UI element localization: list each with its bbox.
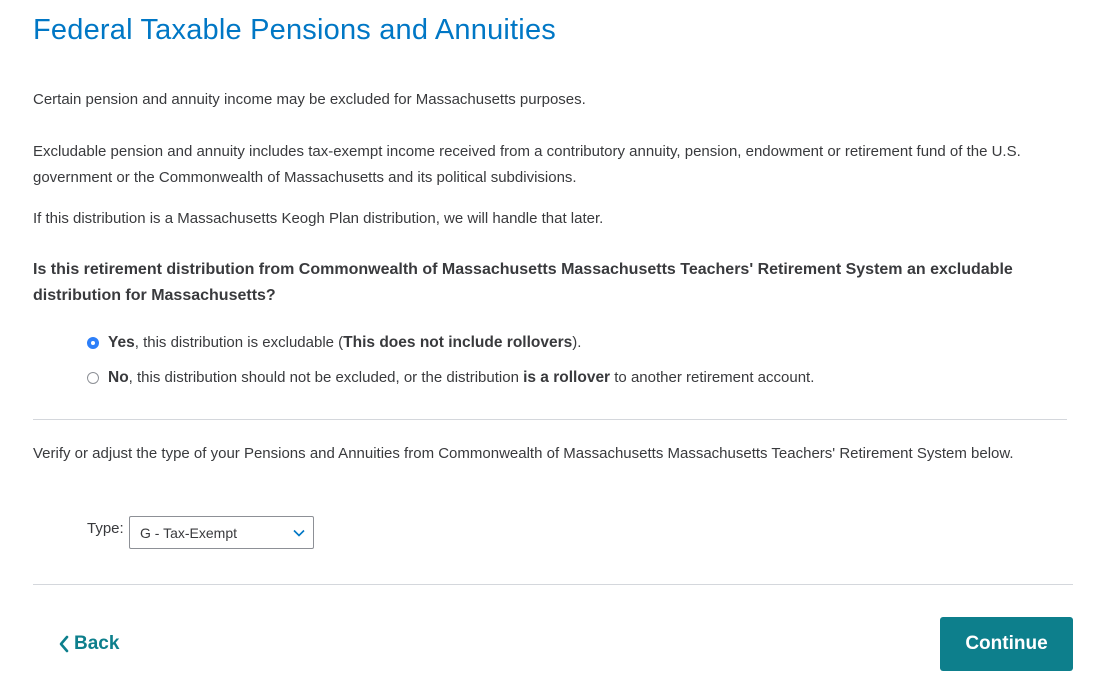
page-title: Federal Taxable Pensions and Annuities [33,14,556,46]
intro-text: Certain pension and annuity income may be excluded for Massachusetts purposes. [33,91,586,108]
section-divider [33,419,1067,420]
chevron-down-icon [292,526,306,540]
yes-radio-button[interactable] [87,337,99,349]
option-yes[interactable] [87,334,581,352]
back-button[interactable] [58,633,119,655]
no-radio-button[interactable] [87,372,99,384]
option-yes-bold: Yes [108,334,135,351]
option-no-text-end: to another retirement account. [610,369,815,386]
option-yes-text-end: ). [572,334,582,351]
continue-button[interactable]: Continue [940,617,1073,671]
option-no-bold: No [108,369,129,386]
back-button-label: Back [74,633,120,654]
type-select[interactable] [129,516,314,549]
option-yes-label [108,334,581,352]
type-label: Type: [87,520,124,537]
option-no-text: , this distribution should not be excluded, or the distribution [128,369,524,386]
excludable-question: Is this retirement distribution from Commonwealth of Massachusetts Massachusetts Teachers' Retirement System an excludable distribution for Massachusetts? [33,261,1013,304]
option-no-label [108,369,814,387]
excludable-info-text: Excludable pension and annuity includes tax-exempt income received from a contributory annuity, pension, endowment or retirement fund of the U.S. government or the Commonwealth of Massachusetts and its political subdivisions. [33,143,1021,186]
option-yes-text: , this distribution is excludable ( [134,334,344,351]
footer-divider [33,584,1073,585]
verify-text: Verify or adjust the type of your Pensions and Annuities from Commonwealth of Massachusetts Massachusetts Teachers' Retirement System below. [33,445,1014,462]
keogh-note-text: If this distribution is a Massachusetts Keogh Plan distribution, we will handle that later. [33,210,604,227]
option-no[interactable] [87,369,814,387]
chevron-left-icon [58,635,70,653]
type-select-value: G - Tax-Exempt [140,524,237,541]
option-no-emphasis: is a rollover [523,369,611,386]
option-yes-emphasis: This does not include rollovers [343,334,573,351]
